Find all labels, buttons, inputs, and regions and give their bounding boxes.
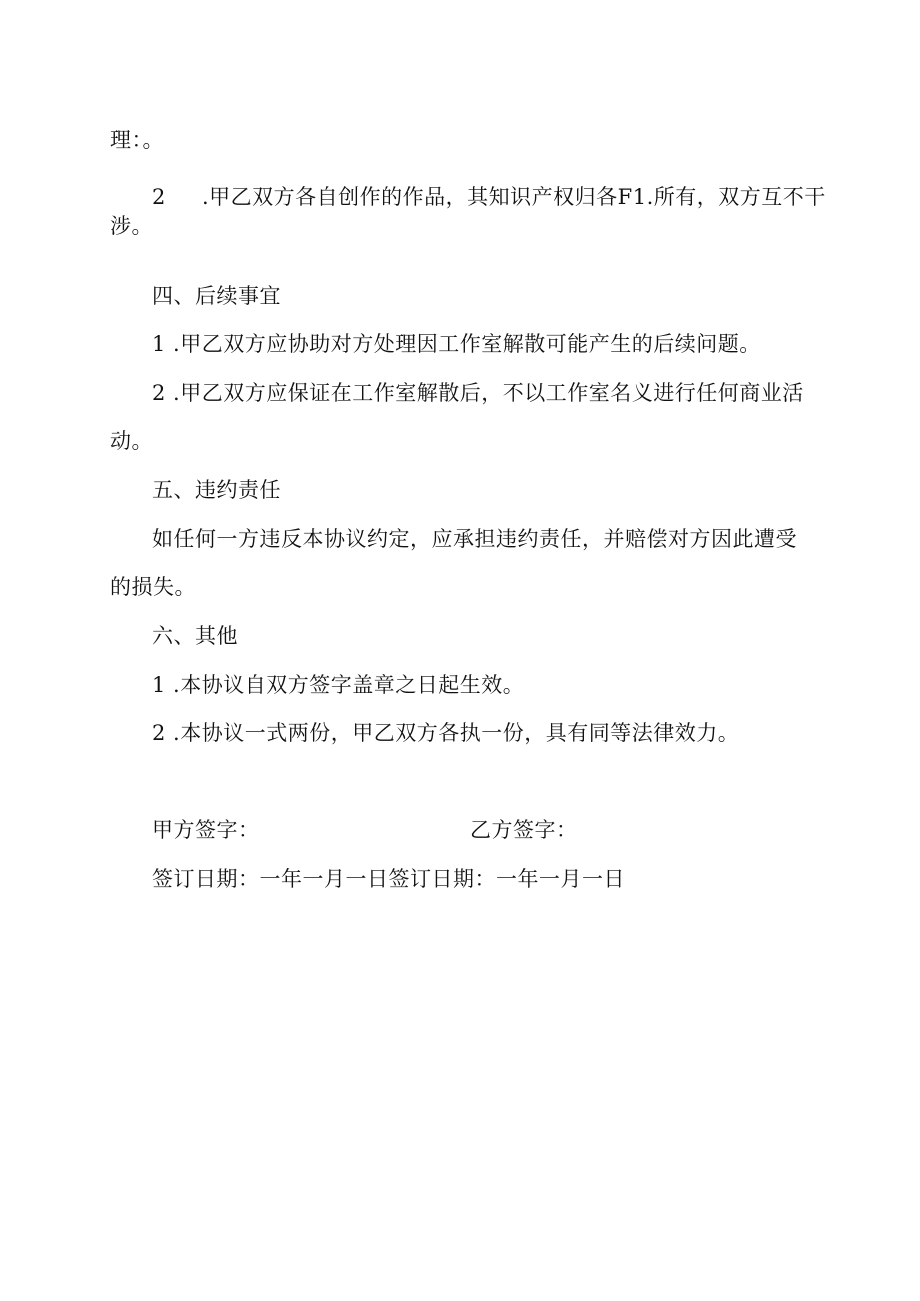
clause-3-2-continuation: 涉。 <box>110 214 153 238</box>
section-heading-4: 四、后续事宜 <box>152 284 281 308</box>
section-heading-6: 六、其他 <box>152 624 238 648</box>
clause-4-2: 2 .甲乙双方应保证在工作室解散后，不以工作室名义进行任何商业活 <box>152 381 804 405</box>
clause-4-1: 1 .甲乙双方应协助对方处理因工作室解散可能产生的后续问题。 <box>152 332 761 356</box>
clause-6-1: 1 .本协议自双方签字盖章之日起生效。 <box>152 673 525 697</box>
clause-5-continuation: 的损失。 <box>110 575 196 599</box>
party-b-signature-label: 乙方签字： <box>470 818 578 842</box>
signing-date-line: 签订日期：一年一月一日签订日期：一年一月一日 <box>152 867 625 891</box>
clause-5: 如任何一方违反本协议约定，应承担违约责任，并赔偿对方因此遭受 <box>152 527 797 551</box>
text-line-continuation: 理：。 <box>110 128 164 152</box>
clause-6-2: 2 .本协议一式两份，甲乙双方各执一份，具有同等法律效力。 <box>152 721 740 745</box>
clause-number: 2 <box>152 185 166 209</box>
clause-4-2-continuation: 动。 <box>110 429 153 453</box>
section-heading-5: 五、违约责任 <box>152 478 281 502</box>
clause-text: .甲乙双方各自创作的作品，其知识产权归各F1.所有，双方互不干 <box>202 185 826 209</box>
party-a-signature-label: 甲方签字： <box>152 818 260 842</box>
clause-3-2 <box>152 182 862 212</box>
